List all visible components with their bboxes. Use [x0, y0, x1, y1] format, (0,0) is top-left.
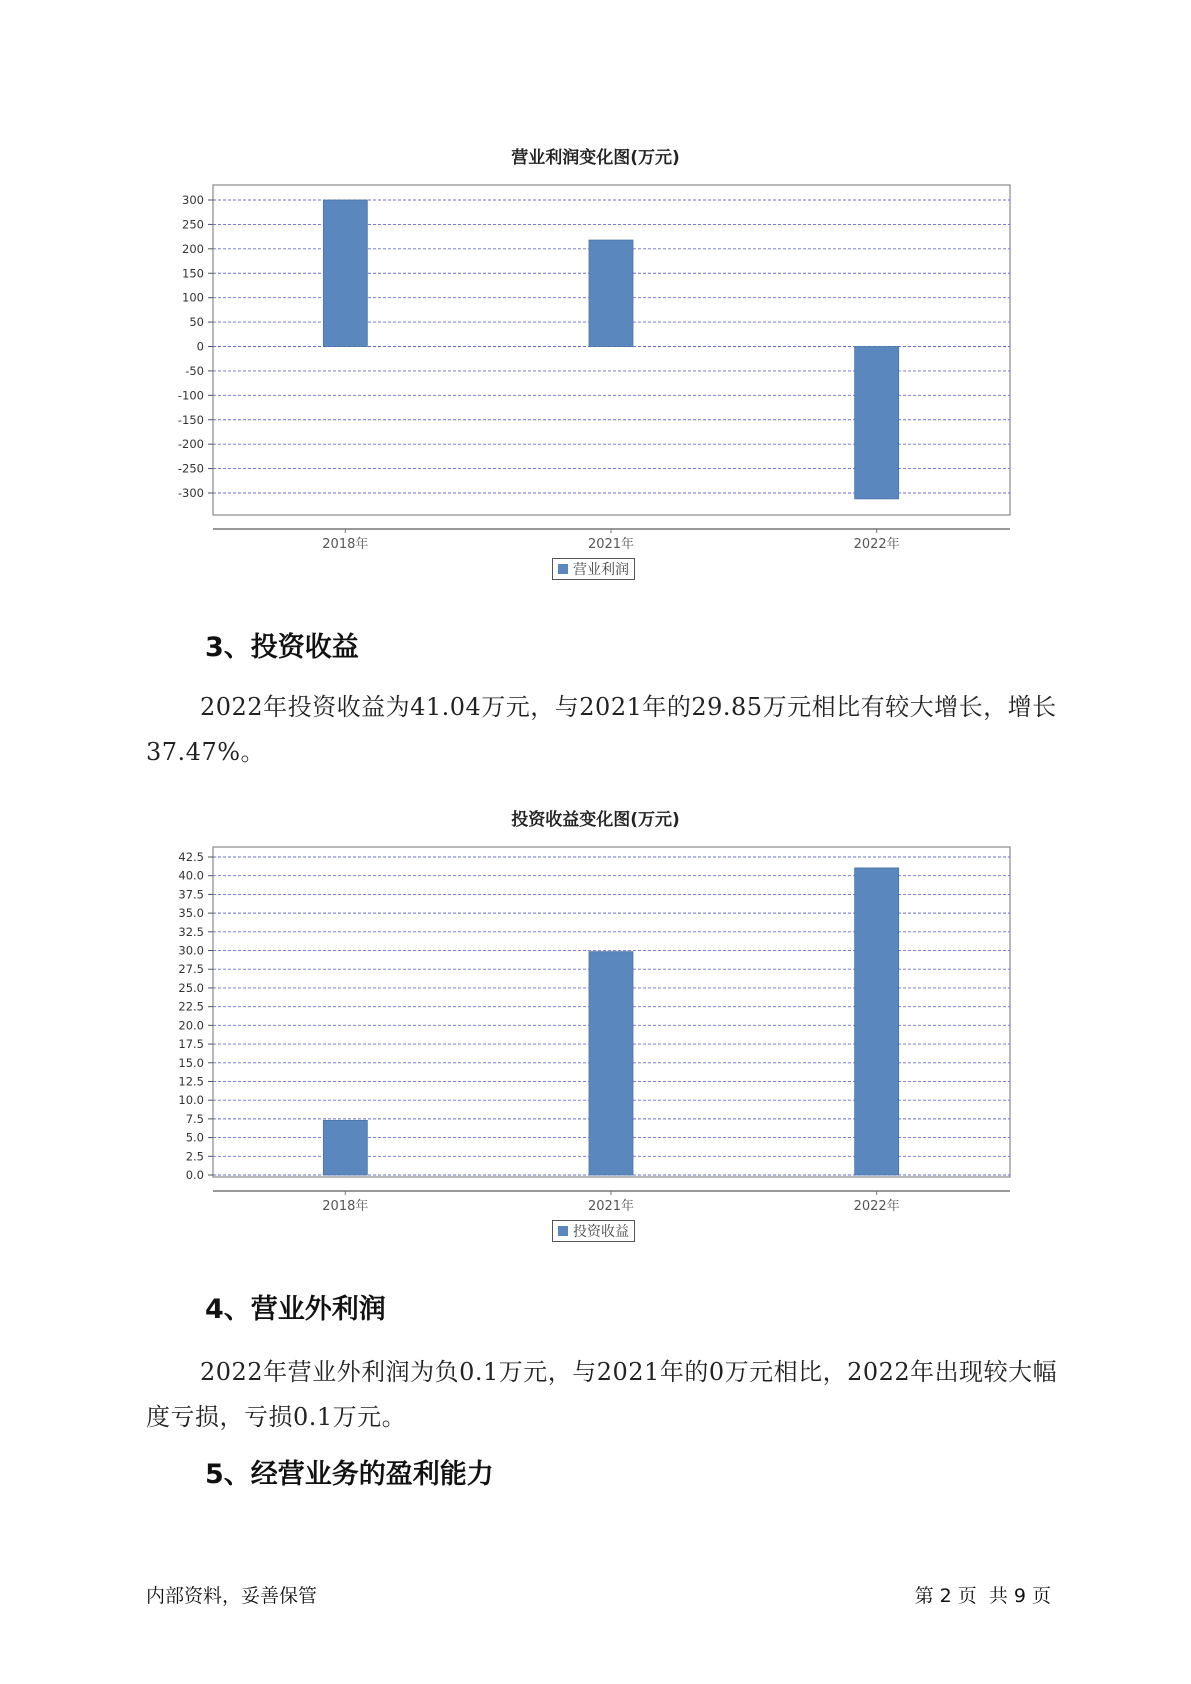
operating-profit-chart [0, 185, 1191, 565]
y-tick-label: 17.5 [178, 1037, 204, 1052]
section4-heading: 4、营业外利润 [205, 1294, 386, 1325]
y-tick-label: 35.0 [178, 906, 204, 921]
y-tick-label: 25.0 [178, 980, 204, 995]
y-tick-label: -250 [177, 461, 204, 476]
y-tick-label: 22.5 [178, 999, 204, 1014]
chart1-legend-label: 营业利润 [573, 562, 629, 578]
bar-2022年 [855, 347, 899, 499]
y-tick-label: 37.5 [178, 887, 204, 902]
x-tick-label: 2021年 [587, 1199, 635, 1214]
y-tick-label: 250 [182, 217, 204, 232]
y-tick-label: -50 [185, 363, 204, 378]
legend-swatch [558, 564, 568, 574]
y-tick-label: 40.0 [178, 868, 204, 883]
y-tick-label: -200 [177, 437, 204, 452]
y-tick-label: 0.0 [185, 1168, 204, 1182]
y-tick-label: 27.5 [178, 962, 204, 977]
bar-2018年 [323, 200, 367, 347]
y-tick-label: 5.0 [185, 1130, 204, 1145]
y-tick-label: 200 [182, 241, 204, 256]
chart2-legend [552, 1220, 635, 1242]
y-tick-label: 7.5 [185, 1111, 204, 1126]
x-tick-label: 2018年 [322, 1199, 369, 1214]
bar-2021年 [589, 240, 633, 346]
y-tick-label: 30.0 [178, 943, 204, 958]
y-tick-label: 10.0 [178, 1093, 204, 1108]
section5-heading: 5、经营业务的盈利能力 [205, 1459, 494, 1490]
y-tick-label: -100 [177, 388, 204, 403]
y-tick-label: 150 [182, 266, 204, 281]
x-tick-label: 2021年 [587, 537, 635, 552]
x-tick-label: 2018年 [322, 537, 369, 552]
y-tick-label: 100 [182, 290, 204, 305]
investment-income-chart [0, 847, 1191, 1227]
x-tick-label: 2022年 [853, 1199, 900, 1214]
y-tick-label: 32.5 [178, 924, 204, 939]
chart2-legend-label: 投资收益 [573, 1224, 629, 1240]
y-tick-label: 12.5 [178, 1074, 204, 1089]
y-tick-label: 2.5 [185, 1149, 204, 1164]
footer-page-number: 第 2 页 共 9 页 [914, 1585, 1051, 1607]
y-tick-label: -300 [177, 486, 204, 500]
y-tick-label: 20.0 [178, 1018, 204, 1033]
section3-heading: 3、投资收益 [205, 632, 359, 663]
chart2-title: 投资收益变化图(万元) [511, 810, 680, 830]
legend-swatch [558, 1226, 568, 1236]
y-tick-label: 50 [189, 315, 204, 330]
y-tick-label: 15.0 [178, 1055, 204, 1070]
chart1-legend [552, 558, 635, 580]
y-tick-label: 42.5 [178, 850, 204, 864]
section4-paragraph: 2022年营业外利润为负0.1万元，与2021年的0万元相比，2022年出现较大幅度亏损，亏损0.1万元。 [146, 1358, 1058, 1431]
bar-2021年 [589, 952, 633, 1175]
chart1-title: 营业利润变化图(万元) [511, 148, 680, 168]
bar-2018年 [323, 1120, 367, 1175]
y-tick-label: 300 [182, 193, 204, 207]
x-tick-label: 2022年 [853, 537, 900, 552]
y-tick-label: -150 [177, 412, 204, 427]
section3-paragraph: 2022年投资收益为41.04万元，与2021年的29.85万元相比有较大增长，增长37.47%。 [146, 693, 1057, 766]
y-tick-label: 0 [196, 339, 204, 354]
bar-2022年 [855, 868, 899, 1175]
footer-confidential: 内部资料，妥善保管 [146, 1585, 318, 1607]
